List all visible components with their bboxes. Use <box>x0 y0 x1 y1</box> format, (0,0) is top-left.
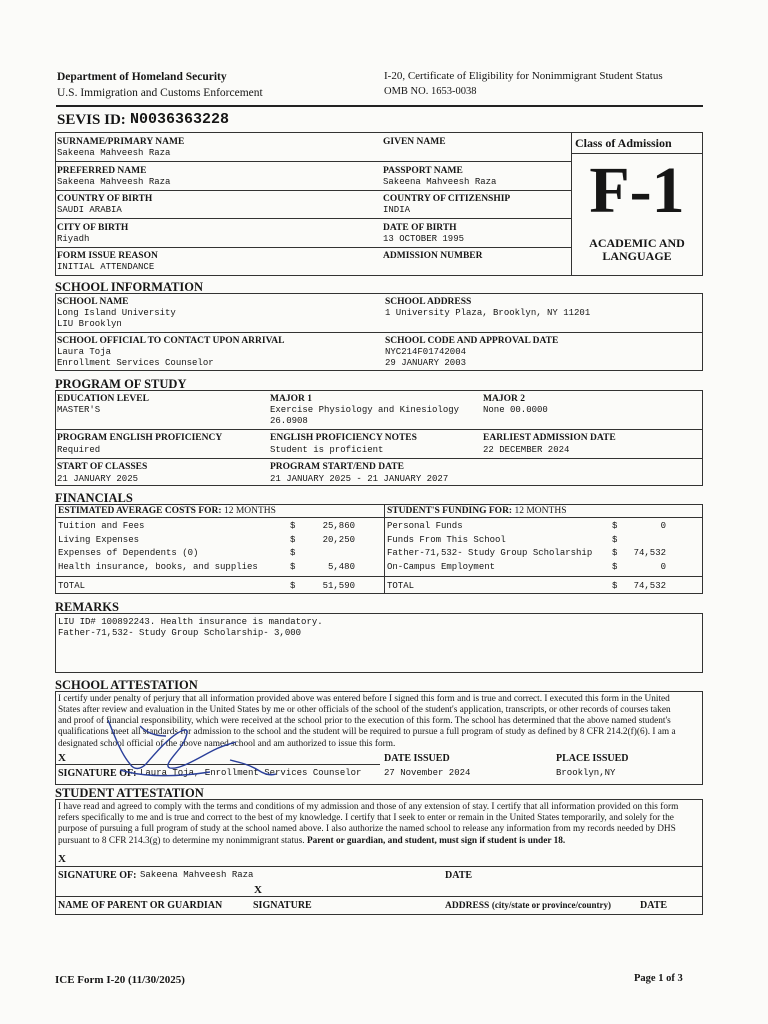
costs-total-currency: $ <box>290 581 296 591</box>
place-issued-label: PLACE ISSUED <box>556 753 629 764</box>
passport-name-label: PASSPORT NAME <box>383 166 463 176</box>
education-level-label: EDUCATION LEVEL <box>57 394 149 404</box>
student-attestation-bold: Parent or guardian, and student, must sign if student is under 18. <box>306 836 566 846</box>
program-dates-value: 21 JANUARY 2025 - 21 JANUARY 2027 <box>270 474 449 484</box>
birth-city-value: Riyadh <box>57 234 90 244</box>
citizenship-label: COUNTRY OF CITIZENSHIP <box>383 194 511 204</box>
cost-item-amount: 5,480 <box>327 562 355 572</box>
costs-heading <box>58 506 276 517</box>
dob-value: 13 OCTOBER 1995 <box>383 234 465 244</box>
funding-item-currency: $ <box>612 562 618 572</box>
approval-date-value: 29 JANUARY 2003 <box>385 358 467 368</box>
signature-rule <box>56 866 702 867</box>
funding-period: 12 MONTHS <box>514 506 567 516</box>
row-divider <box>56 429 702 430</box>
school-address-value: 1 University Plaza, Brooklyn, NY 11201 <box>385 308 591 318</box>
student-attestation-heading: STUDENT ATTESTATION <box>55 786 204 800</box>
attestation-line: and proof of financial responsibility, which were received at the school prior to the execution of this form. The school has determined that the above named student's <box>58 716 671 726</box>
cost-item-amount: 25,860 <box>322 521 355 531</box>
major2-value: None 00.0000 <box>483 405 548 415</box>
major2-label: MAJOR 2 <box>483 394 525 404</box>
preferred-name-label: PREFERRED NAME <box>57 166 147 176</box>
passport-name-value: Sakeena Mahveesh Raza <box>383 177 497 187</box>
parent-date-label: DATE <box>640 900 668 911</box>
school-code-label: SCHOOL CODE AND APPROVAL DATE <box>385 336 559 346</box>
funding-total-currency: $ <box>612 581 618 591</box>
english-notes-label: ENGLISH PROFICIENCY NOTES <box>270 433 417 443</box>
student-date-label: DATE <box>445 870 473 881</box>
birth-city-label: CITY OF BIRTH <box>57 223 129 233</box>
given-name-label: GIVEN NAME <box>383 137 446 147</box>
funding-item-label: Father-71,532- Study Group Scholarship <box>387 548 593 558</box>
sevis-id-label: SEVIS ID: <box>57 112 126 128</box>
school-sign-x: X <box>58 752 66 764</box>
header-rule <box>56 105 703 107</box>
student-signature-value: Sakeena Mahveesh Raza <box>140 870 254 880</box>
english-proficiency-label: PROGRAM ENGLISH PROFICIENCY <box>57 433 223 443</box>
cost-item-currency: $ <box>290 548 296 558</box>
student-attestation-line: pursuant to 8 CFR 214.3(g) to determine my nonimmigrant status. <box>58 836 305 846</box>
start-of-classes-value: 21 JANUARY 2025 <box>57 474 139 484</box>
citizenship-value: INDIA <box>383 205 411 215</box>
omb-number: OMB NO. 1653-0038 <box>384 86 477 97</box>
surname-label: SURNAME/PRIMARY NAME <box>57 137 185 147</box>
financials-total-rule <box>56 576 702 577</box>
student-sign-x: X <box>58 853 66 865</box>
funding-total-value: 74,532 <box>633 581 666 591</box>
education-level-value: MASTER'S <box>57 405 101 415</box>
parent-name-label: NAME OF PARENT OR GUARDIAN <box>58 900 223 911</box>
admission-number-label: ADMISSION NUMBER <box>383 251 483 261</box>
funding-item-amount: 0 <box>660 521 666 531</box>
row-divider <box>56 218 571 219</box>
school-official-label: SCHOOL OFFICIAL TO CONTACT UPON ARRIVAL <box>57 336 285 346</box>
school-campus-value: LIU Brooklyn <box>57 319 122 329</box>
student-attestation-line: I have read and agreed to comply with the terms and conditions of my admission and those of any extension of stay. I certify that all information provided on this form <box>58 802 679 812</box>
student-attestation-line: refers specifically to me and is true and correct to the best of my knowledge. I certify that I seek to enter or remain in the United States temporarily, and solely for the <box>58 813 674 823</box>
remarks-line: LIU ID# 100892243. Health insurance is mandatory. <box>58 617 323 627</box>
row-divider <box>56 332 702 333</box>
parent-address-heading <box>445 900 611 912</box>
sevis-id-value: N0036363228 <box>130 111 230 128</box>
attestation-line: States after review and evaluation in the United States by me or other officials of the school of the student's application, transcripts, or other records of courses taken <box>58 705 671 715</box>
dob-label: DATE OF BIRTH <box>383 223 457 233</box>
parent-sign-x: X <box>254 884 262 896</box>
major1-code: 26.0908 <box>270 416 308 426</box>
cost-item-currency: $ <box>290 562 296 572</box>
funding-item-currency: $ <box>612 521 618 531</box>
parent-address-hint: (city/state or province/country) <box>491 900 611 910</box>
row-divider <box>56 458 702 459</box>
start-of-classes-label: START OF CLASSES <box>57 462 148 472</box>
funding-item-currency: $ <box>612 535 618 545</box>
remarks-line: Father-71,532- Study Group Scholarship- 3,000 <box>58 628 302 638</box>
school-signature-label: SIGNATURE OF: <box>58 768 137 779</box>
costs-period: 12 MONTHS <box>223 506 276 516</box>
parent-signature-label: SIGNATURE <box>253 900 312 911</box>
student-attestation-line: purpose of pursuing a full program of study at the school named above. I also authorize the named school to release any information from my records needed by DHS <box>58 824 676 834</box>
student-signature-label: SIGNATURE OF: <box>58 870 137 881</box>
financials-header-rule <box>56 517 702 518</box>
major1-label: MAJOR 1 <box>270 394 312 404</box>
funding-label: STUDENT'S FUNDING FOR: <box>387 506 513 516</box>
remarks-heading: REMARKS <box>55 600 119 614</box>
school-official-name: Laura Toja <box>57 347 112 357</box>
funding-item-label: Personal Funds <box>387 521 463 531</box>
row-divider <box>56 161 571 162</box>
attestation-line: qualifications meet all standards for admission to the school and the student will be required to pursue a full program of study as defined by 8 CFR 214.2(f)(6). I am a <box>58 727 676 737</box>
cost-item-currency: $ <box>290 535 296 545</box>
student-attestation-last-line <box>58 836 565 847</box>
footer-form-id: ICE Form I-20 (11/30/2025) <box>55 974 185 986</box>
school-info-heading: SCHOOL INFORMATION <box>55 280 204 294</box>
footer-page-number: Page 1 of 3 <box>634 973 683 984</box>
cost-item-label: Expenses of Dependents (0) <box>58 548 199 558</box>
financials-heading: FINANCIALS <box>55 491 133 505</box>
financials-divider <box>384 504 385 594</box>
class-desc-line2: LANGUAGE <box>602 249 672 263</box>
agency-name: U.S. Immigration and Customs Enforcement <box>57 87 263 99</box>
school-code-value: NYC214F01742004 <box>385 347 467 357</box>
school-address-label: SCHOOL ADDRESS <box>385 297 472 307</box>
school-attestation-heading: SCHOOL ATTESTATION <box>55 678 198 692</box>
funding-item-label: On-Campus Employment <box>387 562 496 572</box>
funding-item-amount: 74,532 <box>633 548 666 558</box>
date-issued-value: 27 November 2024 <box>384 768 471 778</box>
earliest-admission-label: EARLIEST ADMISSION DATE <box>483 433 616 443</box>
attestation-line: I certify under penalty of perjury that all information provided above was entered before I signed this form and is true and correct. I executed this form in the United <box>58 694 670 704</box>
funding-item-amount: 0 <box>660 562 666 572</box>
department-name: Department of Homeland Security <box>57 71 227 83</box>
attestation-line: designated school official of the above named school and am authorized to issue this form. <box>58 739 396 749</box>
class-code: F-1 <box>589 154 685 227</box>
class-of-admission-label: Class of Admission <box>575 136 672 150</box>
school-signature-value: Laura Toja, Enrollment Services Counselor <box>140 768 362 778</box>
costs-total-value: 51,590 <box>322 581 355 591</box>
school-name-value: Long Island University <box>57 308 176 318</box>
funding-item-label: Funds From This School <box>387 535 506 545</box>
costs-label: ESTIMATED AVERAGE COSTS FOR: <box>58 506 222 516</box>
date-issued-label: DATE ISSUED <box>384 753 450 764</box>
parent-address-label: ADDRESS <box>445 901 490 911</box>
surname-value: Sakeena Mahveesh Raza <box>57 148 171 158</box>
birth-country-value: SAUDI ARABIA <box>57 205 122 215</box>
cost-item-label: Living Expenses <box>58 535 140 545</box>
cost-item-currency: $ <box>290 521 296 531</box>
funding-item-currency: $ <box>612 548 618 558</box>
row-divider <box>56 190 571 191</box>
english-notes-value: Student is proficient <box>270 445 384 455</box>
birth-country-label: COUNTRY OF BIRTH <box>57 194 153 204</box>
funding-heading <box>387 506 566 517</box>
funding-total-label: TOTAL <box>387 581 415 591</box>
form-title: I-20, Certificate of Eligibility for Nonimmigrant Student Status <box>384 70 663 82</box>
english-proficiency-value: Required <box>57 445 101 455</box>
earliest-admission-value: 22 DECEMBER 2024 <box>483 445 570 455</box>
costs-total-label: TOTAL <box>58 581 86 591</box>
place-issued-value: Brooklyn,NY <box>556 768 616 778</box>
school-name-label: SCHOOL NAME <box>57 297 129 307</box>
cost-item-amount: 20,250 <box>322 535 355 545</box>
program-heading: PROGRAM OF STUDY <box>55 377 187 391</box>
school-official-signature-image <box>80 700 290 785</box>
class-desc-line1: ACADEMIC AND <box>589 236 685 250</box>
program-dates-label: PROGRAM START/END DATE <box>270 462 404 472</box>
cost-item-label: Tuition and Fees <box>58 521 145 531</box>
row-divider <box>56 247 571 248</box>
cost-item-label: Health insurance, books, and supplies <box>58 562 258 572</box>
preferred-name-value: Sakeena Mahveesh Raza <box>57 177 171 187</box>
major1-value: Exercise Physiology and Kinesiology <box>270 405 460 415</box>
signature-rule <box>56 896 702 897</box>
school-official-title: Enrollment Services Counselor <box>57 358 214 368</box>
issue-reason-label: FORM ISSUE REASON <box>57 251 158 261</box>
issue-reason-value: INITIAL ATTENDANCE <box>57 262 155 272</box>
